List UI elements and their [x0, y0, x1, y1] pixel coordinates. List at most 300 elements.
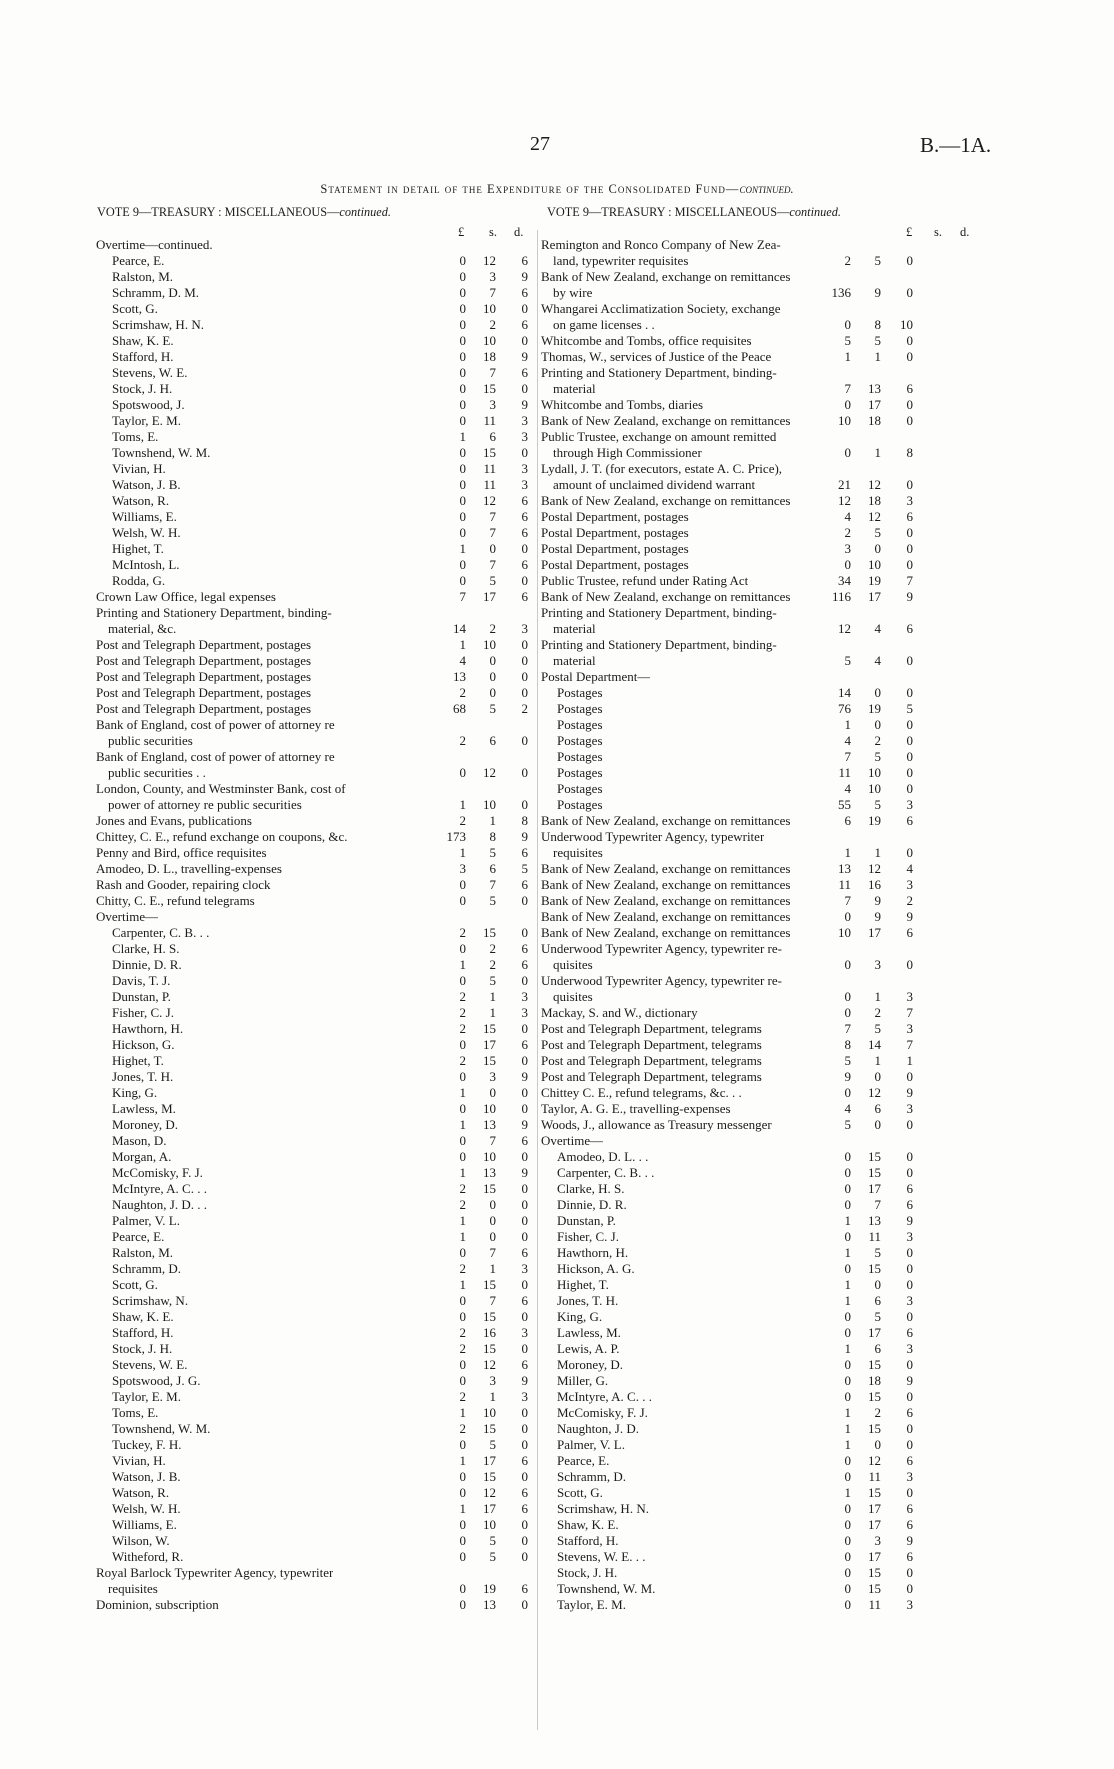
entry-amount	[438, 685, 531, 701]
entry-description: Pearce, E.	[112, 253, 165, 268]
shillings-value: 0	[874, 1117, 881, 1132]
pounds-value: 2	[844, 253, 851, 268]
entry-amount	[438, 669, 531, 685]
entry-amount	[438, 1229, 531, 1245]
pence-value: 0	[906, 1277, 913, 1292]
entry-amount	[823, 477, 919, 493]
pence-value: 7	[906, 1037, 913, 1052]
entry-amount	[823, 1469, 919, 1485]
pounds-value: 0	[459, 1149, 466, 1164]
entry-amount	[823, 285, 919, 301]
pence-value: 6	[521, 365, 528, 380]
pence-value: 6	[521, 317, 528, 332]
shillings-value: 4	[874, 621, 881, 636]
left-entry-row	[96, 909, 531, 925]
entry-amount	[438, 1421, 531, 1437]
left-entry-row	[96, 269, 531, 285]
entry-description-continued: requisites	[108, 1581, 158, 1596]
entry-description-continued: amount of unclaimed dividend warrant	[553, 477, 756, 492]
right-column	[541, 237, 971, 1613]
entry-amount	[823, 317, 919, 333]
pounds-value: 0	[459, 413, 466, 428]
entry-amount	[823, 749, 919, 765]
entry-description-continued: material	[553, 653, 596, 668]
entry-description: Overtime—continued.	[96, 237, 213, 252]
entry-amount	[438, 1101, 531, 1117]
entry-amount	[823, 253, 919, 269]
pence-value: 8	[521, 813, 528, 828]
shillings-value: 12	[483, 1357, 496, 1372]
pounds-value: 7	[844, 1021, 851, 1036]
shillings-value: 15	[868, 1389, 881, 1404]
entry-description: Postages	[557, 749, 603, 764]
entry-amount	[823, 797, 919, 813]
entry-amount	[438, 1485, 531, 1501]
shillings-value: 6	[489, 733, 496, 748]
left-entry-row	[96, 781, 531, 813]
entry-amount	[823, 1565, 919, 1581]
entry-description: Overtime—	[541, 1133, 604, 1148]
shillings-value: 17	[868, 397, 881, 412]
shillings-value: 0	[489, 1197, 496, 1212]
shillings-value: 1	[874, 1053, 881, 1068]
pence-value: 0	[521, 1021, 528, 1036]
entry-amount	[438, 541, 531, 557]
entry-description: Jones and Evans, publications	[96, 813, 252, 828]
shillings-value: 6	[874, 1341, 881, 1356]
left-shillings-header: s.	[489, 225, 497, 239]
right-entry-row	[541, 397, 971, 413]
entry-description: Crown Law Office, legal expenses	[96, 589, 276, 604]
entry-description: Underwood Typewriter Agency, typewriter	[541, 829, 765, 844]
pounds-value: 1	[844, 1213, 851, 1228]
pence-value: 0	[906, 1245, 913, 1260]
entry-description: Bank of New Zealand, exchange on remittances	[541, 813, 791, 828]
pounds-value: 0	[459, 893, 466, 908]
shillings-value: 13	[868, 381, 881, 396]
pounds-value: 1	[459, 845, 466, 860]
right-entry-row	[541, 765, 971, 781]
entry-description-continued: land, typewriter requisites	[553, 253, 689, 268]
shillings-value: 4	[874, 653, 881, 668]
pence-value: 0	[521, 653, 528, 668]
entry-amount	[823, 1149, 919, 1165]
pounds-value: 2	[459, 1053, 466, 1068]
left-entry-row	[96, 813, 531, 829]
shillings-value: 0	[489, 1085, 496, 1100]
shillings-value: 10	[483, 1101, 496, 1116]
pence-value: 6	[521, 1453, 528, 1468]
left-entry-row	[96, 445, 531, 461]
document-reference: B.—1A.	[920, 133, 992, 157]
left-vote-heading	[97, 205, 391, 220]
entry-description: Stevens, W. E.	[112, 365, 188, 380]
pounds-value: 0	[844, 1229, 851, 1244]
right-entry-row	[541, 1421, 971, 1437]
entry-amount	[438, 1037, 531, 1053]
pence-value: 0	[521, 1517, 528, 1532]
column-divider	[537, 230, 538, 1730]
pounds-value: 1	[844, 1277, 851, 1292]
pence-value: 6	[906, 1181, 913, 1196]
entry-description: Welsh, W. H.	[112, 525, 181, 540]
pence-value: 9	[906, 1533, 913, 1548]
pence-value: 0	[521, 685, 528, 700]
shillings-value: 1	[489, 813, 496, 828]
pounds-value: 0	[844, 1357, 851, 1372]
left-entry-row	[96, 685, 531, 701]
pence-value: 6	[521, 1037, 528, 1052]
pounds-value: 116	[831, 589, 851, 604]
entry-description: Watson, R.	[112, 493, 170, 508]
left-entry-row	[96, 1277, 531, 1293]
entry-amount	[438, 1277, 531, 1293]
shillings-value: 5	[874, 253, 881, 268]
shillings-value: 1	[489, 1261, 496, 1276]
pounds-value: 0	[844, 1325, 851, 1340]
entry-description: Post and Telegraph Department, telegrams	[541, 1069, 762, 1084]
entry-description: King, G.	[112, 1085, 158, 1100]
pence-value: 0	[521, 1101, 528, 1116]
entry-amount	[438, 1293, 531, 1309]
shillings-value: 5	[489, 573, 496, 588]
pounds-value: 2	[459, 813, 466, 828]
entry-amount	[438, 1341, 531, 1357]
pence-value: 0	[906, 733, 913, 748]
pounds-value: 10	[838, 413, 851, 428]
left-entry-row	[96, 1181, 531, 1197]
pounds-value: 7	[844, 893, 851, 908]
entry-description: Welsh, W. H.	[112, 1501, 181, 1516]
pence-value: 9	[521, 1373, 528, 1388]
shillings-value: 0	[489, 541, 496, 556]
left-entry-row	[96, 1325, 531, 1341]
shillings-value: 9	[874, 893, 881, 908]
pence-value: 3	[521, 461, 528, 476]
entry-amount	[823, 333, 919, 349]
entry-description: Post and Telegraph Department, telegrams	[541, 1053, 762, 1068]
left-entry-row	[96, 941, 531, 957]
pence-value: 0	[521, 541, 528, 556]
shillings-value: 2	[874, 1405, 881, 1420]
pence-value: 0	[521, 1149, 528, 1164]
entry-description: Bank of England, cost of power of attorney re	[96, 717, 335, 732]
shillings-value: 5	[489, 1533, 496, 1548]
entry-amount	[438, 333, 531, 349]
pounds-value: 2	[459, 1421, 466, 1436]
right-pence-header: d.	[960, 225, 970, 239]
right-entry-row	[541, 269, 971, 301]
pounds-value: 0	[459, 477, 466, 492]
shillings-value: 12	[483, 1485, 496, 1500]
left-entry-row	[96, 349, 531, 365]
entry-description: Postal Department, postages	[541, 525, 689, 540]
entry-description: Remington and Ronco Company of New Zea-	[541, 237, 781, 252]
pounds-value: 0	[459, 1245, 466, 1260]
right-entry-row	[541, 1341, 971, 1357]
shillings-value: 14	[868, 1037, 881, 1052]
shillings-value: 10	[483, 1405, 496, 1420]
shillings-value: 15	[868, 1261, 881, 1276]
entry-description: Stafford, H.	[557, 1533, 619, 1548]
entry-description: King, G.	[557, 1309, 603, 1324]
pence-value: 0	[521, 1085, 528, 1100]
pounds-value: 0	[844, 1085, 851, 1100]
pence-value: 0	[906, 685, 913, 700]
pounds-value: 0	[459, 1069, 466, 1084]
right-entry-row	[541, 429, 971, 461]
shillings-value: 10	[483, 301, 496, 316]
entry-amount	[823, 1181, 919, 1197]
entry-amount	[438, 1021, 531, 1037]
entry-amount	[823, 781, 919, 797]
pence-value: 6	[521, 1293, 528, 1308]
shillings-value: 10	[868, 765, 881, 780]
left-entry-row	[96, 1101, 531, 1117]
right-entry-row	[541, 1373, 971, 1389]
pence-value: 6	[906, 381, 913, 396]
pence-value: 3	[906, 1229, 913, 1244]
entry-description: Royal Barlock Typewriter Agency, typewriter	[96, 1565, 334, 1580]
left-entry-row	[96, 1373, 531, 1389]
entry-amount	[438, 589, 531, 605]
entry-description: Bank of New Zealand, exchange on remittances	[541, 877, 791, 892]
pounds-value: 0	[844, 1581, 851, 1596]
entry-description-continued: public securities	[108, 733, 193, 748]
pounds-value: 173	[446, 829, 466, 844]
entry-amount	[823, 1085, 919, 1101]
pence-value: 0	[521, 333, 528, 348]
left-entry-row	[96, 925, 531, 941]
entry-description: Chitty, C. E., refund telegrams	[96, 893, 255, 908]
shillings-value: 2	[489, 317, 496, 332]
right-entry-row	[541, 749, 971, 765]
pence-value: 3	[521, 1005, 528, 1020]
entry-amount	[823, 1021, 919, 1037]
pence-value: 6	[906, 1453, 913, 1468]
entry-description: Post and Telegraph Department, postages	[96, 701, 312, 716]
entry-amount	[823, 1453, 919, 1469]
shillings-value: 13	[483, 1597, 496, 1612]
shillings-value: 7	[489, 509, 496, 524]
right-entry-row	[541, 1085, 971, 1101]
left-entry-row	[96, 973, 531, 989]
shillings-value: 12	[483, 253, 496, 268]
pence-value: 3	[906, 797, 913, 812]
shillings-value: 17	[868, 1325, 881, 1340]
pence-value: 6	[906, 1549, 913, 1564]
shillings-value: 13	[483, 1117, 496, 1132]
entry-description: Townshend, W. M.	[112, 445, 211, 460]
pounds-value: 68	[453, 701, 466, 716]
shillings-value: 15	[483, 1469, 496, 1484]
entry-description: Shaw, K. E.	[112, 1309, 174, 1324]
pence-value: 8	[906, 445, 913, 460]
right-entry-row	[541, 333, 971, 349]
entry-amount	[823, 1213, 919, 1229]
left-entry-row	[96, 605, 531, 637]
entry-amount	[823, 1373, 919, 1389]
entry-description: Toms, E.	[112, 429, 159, 444]
entry-description: Watson, J. B.	[112, 1469, 181, 1484]
entry-description: Printing and Stationery Department, binding-	[96, 605, 332, 620]
pence-value: 9	[906, 1085, 913, 1100]
entry-amount	[823, 1517, 919, 1533]
right-shillings-header: s.	[934, 225, 942, 239]
entry-description-continued: on game licenses . .	[553, 317, 655, 332]
entry-description: Townshend, W. M.	[557, 1581, 656, 1596]
pounds-value: 7	[459, 589, 466, 604]
left-pence-header: d.	[514, 225, 524, 239]
entry-description: Postal Department, postages	[541, 557, 689, 572]
pounds-value: 2	[459, 1261, 466, 1276]
pence-value: 0	[906, 717, 913, 732]
pence-value: 3	[906, 1341, 913, 1356]
entry-amount	[823, 1341, 919, 1357]
left-entry-row	[96, 589, 531, 605]
pounds-value: 2	[459, 1341, 466, 1356]
entry-description-continued: material	[553, 381, 596, 396]
shillings-value: 15	[483, 445, 496, 460]
entry-description: Vivian, H.	[112, 1453, 166, 1468]
entry-amount	[438, 1533, 531, 1549]
entry-amount	[438, 301, 531, 317]
left-entry-row	[96, 301, 531, 317]
left-entry-row	[96, 1517, 531, 1533]
right-entry-row	[541, 797, 971, 813]
entry-amount	[823, 909, 919, 925]
left-entry-row	[96, 1469, 531, 1485]
entry-amount	[823, 989, 919, 1005]
shillings-value: 3	[489, 397, 496, 412]
pounds-value: 8	[844, 1037, 851, 1052]
shillings-value: 3	[874, 1533, 881, 1548]
pence-value: 6	[521, 1357, 528, 1372]
shillings-value: 1	[489, 1389, 496, 1404]
pounds-value: 1	[459, 1501, 466, 1516]
entry-description: Post and Telegraph Department, postages	[96, 637, 312, 652]
entry-description: Carpenter, C. B. . .	[557, 1165, 655, 1180]
entry-amount	[823, 1277, 919, 1293]
pence-value: 9	[906, 909, 913, 924]
right-entry-row	[541, 1117, 971, 1133]
pence-value: 0	[521, 1597, 528, 1612]
entry-description: Post and Telegraph Department, telegrams	[541, 1021, 762, 1036]
pence-value: 0	[521, 1437, 528, 1452]
entry-amount	[438, 1181, 531, 1197]
shillings-value: 6	[874, 1101, 881, 1116]
pence-value: 6	[906, 1405, 913, 1420]
left-entry-row	[96, 1197, 531, 1213]
shillings-value: 7	[489, 525, 496, 540]
pounds-value: 1	[844, 1245, 851, 1260]
entry-amount	[438, 957, 531, 973]
shillings-value: 0	[874, 717, 881, 732]
shillings-value: 7	[489, 1133, 496, 1148]
left-entry-row	[96, 957, 531, 973]
entry-description: Scrimshaw, H. N.	[112, 317, 204, 332]
pence-value: 0	[906, 1069, 913, 1084]
pounds-value: 1	[459, 1085, 466, 1100]
entry-amount	[823, 1101, 919, 1117]
pence-value: 6	[906, 509, 913, 524]
entry-description: Printing and Stationery Department, binding-	[541, 605, 777, 620]
shillings-value: 17	[868, 1549, 881, 1564]
shillings-value: 7	[489, 285, 496, 300]
pence-value: 3	[521, 477, 528, 492]
entry-description: McIntyre, A. C. . .	[557, 1389, 652, 1404]
left-entry-row	[96, 653, 531, 669]
shillings-value: 9	[874, 285, 881, 300]
entry-amount	[438, 253, 531, 269]
left-vote-heading-italic: continued.	[339, 205, 391, 219]
entry-amount	[438, 1069, 531, 1085]
pence-value: 2	[521, 701, 528, 716]
entry-description: Bank of New Zealand, exchange on remittances	[541, 893, 791, 908]
entry-description: Chittey, C. E., refund exchange on coupons, &c.	[96, 829, 348, 844]
pence-value: 3	[521, 413, 528, 428]
shillings-value: 16	[868, 877, 881, 892]
entry-amount	[438, 621, 531, 637]
shillings-value: 15	[868, 1149, 881, 1164]
entry-amount	[823, 1533, 919, 1549]
left-entry-row	[96, 1357, 531, 1373]
pence-value: 0	[906, 765, 913, 780]
entry-description: Postages	[557, 685, 603, 700]
entry-description: McIntyre, A. C. . .	[112, 1181, 207, 1196]
shillings-value: 19	[868, 701, 881, 716]
pounds-value: 7	[844, 749, 851, 764]
entry-amount	[438, 1133, 531, 1149]
shillings-value: 5	[874, 333, 881, 348]
pounds-value: 7	[844, 381, 851, 396]
pounds-value: 0	[459, 557, 466, 572]
right-entry-row	[541, 1549, 971, 1565]
left-entry-row	[96, 829, 531, 845]
right-entry-row	[541, 1133, 971, 1149]
entry-amount	[823, 541, 919, 557]
pence-value: 0	[521, 797, 528, 812]
right-entry-row	[541, 1213, 971, 1229]
entry-amount	[438, 317, 531, 333]
shillings-value: 17	[483, 1453, 496, 1468]
entry-amount	[823, 1261, 919, 1277]
shillings-value: 15	[483, 1053, 496, 1068]
right-pounds-header: £	[906, 225, 913, 239]
pence-value: 6	[906, 813, 913, 828]
entry-amount	[823, 1485, 919, 1501]
entry-description: Public Trustee, refund under Rating Act	[541, 573, 749, 588]
pence-value: 3	[906, 877, 913, 892]
left-entry-row	[96, 557, 531, 573]
pounds-value: 0	[844, 1181, 851, 1196]
right-entry-row	[541, 669, 971, 685]
entry-description: Woods, J., allowance as Treasury messenger	[541, 1117, 772, 1132]
entry-description: Postages	[557, 765, 603, 780]
pence-value: 9	[906, 589, 913, 604]
entry-amount	[823, 589, 919, 605]
entry-amount	[823, 1581, 919, 1597]
entry-description: Mason, D.	[112, 1133, 167, 1148]
entry-amount	[438, 573, 531, 589]
entry-description: Bank of New Zealand, exchange on remittances	[541, 925, 791, 940]
left-entry-row	[96, 669, 531, 685]
pounds-value: 2	[459, 733, 466, 748]
entry-description: Morgan, A.	[112, 1149, 172, 1164]
shillings-value: 17	[483, 589, 496, 604]
entry-amount	[438, 1469, 531, 1485]
shillings-value: 3	[489, 269, 496, 284]
